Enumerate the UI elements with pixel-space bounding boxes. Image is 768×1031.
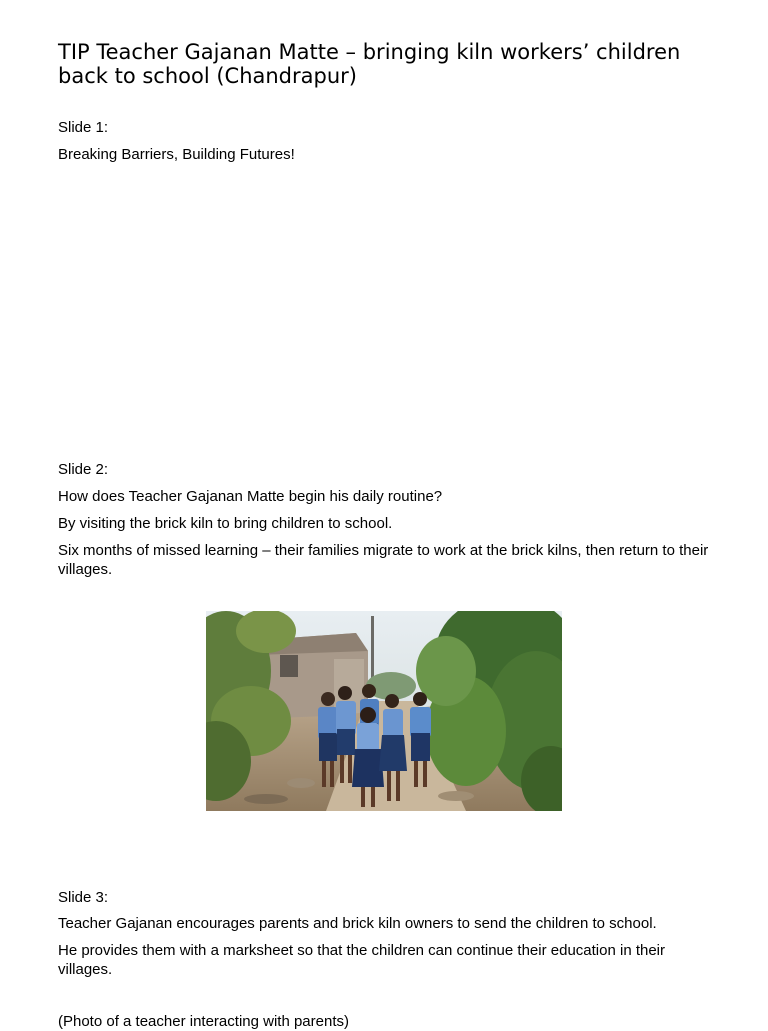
slide2-detail: Six months of missed learning – their families migrate to work at the brick kilns, then return to their villages. bbox=[58, 542, 709, 578]
slide1-label: Slide 1: bbox=[58, 119, 109, 136]
slide3-line1: Teacher Gajanan encourages parents and brick kiln owners to send the children to school. bbox=[58, 915, 657, 932]
photo-illustration bbox=[206, 611, 562, 811]
slide3-photo-caption: (Photo of a teacher interacting with parents) bbox=[58, 1013, 349, 1030]
document-title: TIP Teacher Gajanan Matte – bringing kiln workers’ children back to school (Chandrapur) bbox=[58, 40, 681, 88]
slide3-line2: He provides them with a marksheet so that the children can continue their education in their villages. bbox=[58, 942, 666, 978]
children-walking-photo bbox=[206, 611, 562, 811]
slide2-question: How does Teacher Gajanan Matte begin his daily routine? bbox=[58, 488, 443, 505]
slide2-label: Slide 2: bbox=[58, 461, 109, 478]
slide1-text: Breaking Barriers, Building Futures! bbox=[58, 146, 295, 163]
slide2-answer: By visiting the brick kiln to bring children to school. bbox=[58, 515, 393, 532]
slide3-label: Slide 3: bbox=[58, 889, 109, 906]
